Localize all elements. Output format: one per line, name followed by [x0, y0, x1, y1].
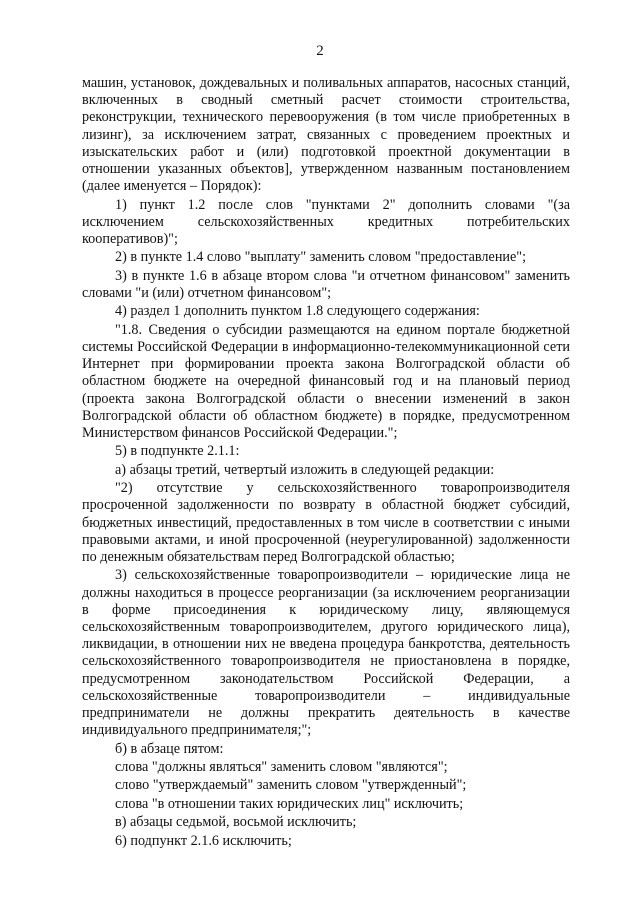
- paragraph-item-3: 3) в пункте 1.6 в абзаце втором слова "и отчетном финансовом" заменить словами "и (или) отчетном финансовом";: [82, 267, 570, 301]
- paragraph-item-5b-3: слова "в отношении таких юридических лиц" исключить;: [115, 795, 464, 812]
- paragraph-item-5a-quote-3: 3) сельскохозяйственные товаропроизводители – юридические лица не должны находиться в процессе реорганизации (за исключением реорганизации в форме присоединения к юридическому лицу, являющемуся сельскохозяйственным товаропроизводителем, другого юридического лица), ликвидации, в отношении них не введена процедура банкротства, деятельность сельскохозяйственного товаропроизводителя не приостановлена в порядке, предусмотренном законодательством Российской Федерации, а сельскохозяйственные товаропроизводители – индивидуальные предприниматели не должны прекратить деятельность в качестве индивидуального предпринимателя;";: [82, 567, 570, 739]
- paragraph-item-5b-2: слово "утверждаемый" заменить словом "утвержденный";: [115, 777, 467, 794]
- paragraph-intro-continuation: машин, установок, дождевальных и поливальных аппаратов, насосных станций, включенных в сводный сметный расчет стоимости строительства, реконструкции, технического перевооружения (в том числе приобретенных в лизинг), за исключением затрат, связанных с проведением проектных и изыскательских работ и (или) подготовкой проектной документации в отношении указанных объектов], утвержденном названным постановлением (далее именуется – Порядок):: [82, 75, 570, 195]
- paragraph-item-2: 2) в пункте 1.4 слово "выплату" заменить словом "предоставление";: [115, 249, 527, 266]
- paragraph-item-1: 1) пункт 1.2 после слов "пунктами 2" дополнить словами "(за исключением сельскохозяйственных кредитных потребительских кооперативов)";: [82, 196, 570, 248]
- paragraph-item-5b-1: слова "должны являться" заменить словом "являются";: [115, 758, 448, 775]
- page-number: 2: [316, 43, 324, 59]
- paragraph-item-6: 6) подпункт 2.1.6 исключить;: [115, 832, 292, 849]
- paragraph-item-5: 5) в подпункте 2.1.1:: [115, 443, 240, 460]
- paragraph-item-5v: в) абзацы седьмой, восьмой исключить;: [115, 814, 357, 831]
- paragraph-item-4: 4) раздел 1 дополнить пунктом 1.8 следующего содержания:: [115, 303, 480, 320]
- document-body: [82, 75, 570, 851]
- paragraph-item-5b: б) в абзаце пятом:: [115, 740, 224, 757]
- paragraph-item-4-quote: "1.8. Сведения о субсидии размещаются на едином портале бюджетной системы Российской Федерации в информационно-телекоммуникационной сети Интернет при формировании проекта закона Волгоградской области об областном бюджете на очередной финансовый год и на плановый период (проекта закона Волгоградской области о внесении изменений в закон Волгоградской области об областном бюджете) в порядке, предусмотренном Министерством финансов Российской Федерации.";: [82, 321, 570, 441]
- paragraph-item-5a-quote-2: "2) отсутствие у сельскохозяйственного товаропроизводителя просроченной задолженности по возврату в областной бюджет субсидий, бюджетных инвестиций, предоставленных в том числе в соответствии с иными правовыми актами, и иной просроченной (неурегулированной) задолженности по денежным обязательствам перед Волгоградской областью;: [82, 480, 570, 565]
- paragraph-item-5a: а) абзацы третий, четвертый изложить в следующей редакции:: [115, 461, 495, 478]
